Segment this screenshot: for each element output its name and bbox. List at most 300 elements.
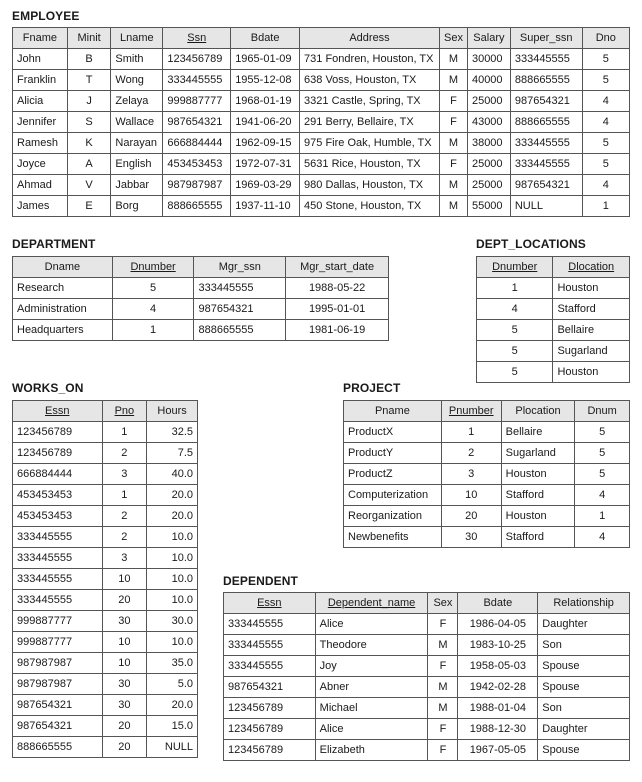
table-cell: 987654321 <box>13 695 103 716</box>
table-row <box>13 485 198 506</box>
table-cell: 453453453 <box>163 154 231 175</box>
table-cell: 453453453 <box>13 485 103 506</box>
table-cell: Sugarland <box>553 341 630 362</box>
project-title: PROJECT <box>343 381 401 395</box>
column-header-label: Dno <box>595 32 616 44</box>
table-cell: E <box>67 196 111 217</box>
table-cell: M <box>428 635 458 656</box>
table-cell: 453453453 <box>13 506 103 527</box>
table-cell: 123456789 <box>13 443 103 464</box>
table-cell: 1986-04-05 <box>458 614 538 635</box>
table-cell: M <box>439 133 467 154</box>
column-header <box>286 257 389 278</box>
table-cell: Alice <box>315 719 428 740</box>
table-cell: 4 <box>582 175 629 196</box>
table-cell: 20 <box>102 590 147 611</box>
table-cell: Daughter <box>538 719 630 740</box>
table-cell: 5 <box>575 464 630 485</box>
table-row <box>224 677 630 698</box>
dependent-title: DEPENDENT <box>223 574 298 588</box>
table-cell: Elizabeth <box>315 740 428 761</box>
column-header <box>315 593 428 614</box>
table-cell: 1995-01-01 <box>286 299 389 320</box>
table-row <box>13 299 389 320</box>
table-row <box>477 299 630 320</box>
column-header <box>13 257 113 278</box>
table-row <box>13 49 630 70</box>
column-header-label: Address <box>349 32 390 44</box>
column-header <box>441 401 501 422</box>
column-header <box>439 28 467 49</box>
table-cell: 3 <box>102 464 147 485</box>
column-header-label: Bdate <box>483 597 513 609</box>
table-cell: 333445555 <box>163 70 231 91</box>
table-cell: Stafford <box>501 527 575 548</box>
table-cell: Joy <box>315 656 428 677</box>
table-cell: 32.5 <box>147 422 198 443</box>
table-row <box>13 422 198 443</box>
table-cell: 1 <box>441 422 501 443</box>
column-header <box>231 28 300 49</box>
column-header <box>224 593 316 614</box>
table-cell: Newbenefits <box>344 527 442 548</box>
table-row <box>13 632 198 653</box>
table-cell: Houston <box>553 362 630 383</box>
table-row <box>224 635 630 656</box>
table-cell: 5 <box>582 133 629 154</box>
table-cell: 1967-05-05 <box>458 740 538 761</box>
table-cell: 7.5 <box>147 443 198 464</box>
table-cell: 25000 <box>467 175 510 196</box>
header-row <box>13 257 389 278</box>
table-cell: F <box>428 740 458 761</box>
table-cell: B <box>67 49 111 70</box>
table-cell: 35.0 <box>147 653 198 674</box>
table-cell: Borg <box>111 196 163 217</box>
column-header <box>501 401 575 422</box>
table-cell: 333445555 <box>510 133 582 154</box>
table-cell: 5 <box>582 70 629 91</box>
table-row <box>344 443 630 464</box>
table-cell: S <box>67 112 111 133</box>
table-row <box>344 422 630 443</box>
column-header-label: Hours <box>157 405 187 417</box>
column-header <box>467 28 510 49</box>
table-row <box>13 154 630 175</box>
table-row <box>13 506 198 527</box>
table-cell: 10.0 <box>147 569 198 590</box>
table-cell: 123456789 <box>13 422 103 443</box>
table-row <box>13 527 198 548</box>
table-cell: 2 <box>441 443 501 464</box>
column-header-label: Sex <box>443 32 463 44</box>
table-cell: 987654321 <box>224 677 316 698</box>
column-header-label: Dlocation <box>568 261 615 273</box>
department-title: DEPARTMENT <box>12 237 96 251</box>
table-cell: 888665555 <box>510 70 582 91</box>
table-cell: 333445555 <box>13 569 103 590</box>
table-cell: Houston <box>501 464 575 485</box>
column-header-label: Super_ssn <box>519 32 573 44</box>
table-row <box>13 653 198 674</box>
table-cell: 20 <box>441 506 501 527</box>
table-cell: V <box>67 175 111 196</box>
column-header-label: Dependent_name <box>327 597 416 609</box>
table-cell: Administration <box>13 299 113 320</box>
table-row <box>13 464 198 485</box>
table-cell: Theodore <box>315 635 428 656</box>
works-on-table <box>12 400 198 758</box>
table-cell: Reorganization <box>344 506 442 527</box>
project-table <box>343 400 630 548</box>
employee-table <box>12 27 630 217</box>
column-header <box>67 28 111 49</box>
table-cell: 20.0 <box>147 506 198 527</box>
table-cell: John <box>13 49 68 70</box>
table-cell: 4 <box>112 299 194 320</box>
table-cell: 333445555 <box>510 154 582 175</box>
column-header-label: Pname <box>374 405 410 417</box>
table-cell: 666884444 <box>13 464 103 485</box>
table-cell: 4 <box>575 527 630 548</box>
column-header <box>102 401 147 422</box>
table-cell: 333445555 <box>13 590 103 611</box>
table-cell: 30 <box>441 527 501 548</box>
department-table <box>12 256 389 341</box>
table-row <box>344 527 630 548</box>
table-cell: 5 <box>477 362 553 383</box>
table-row <box>13 320 389 341</box>
table-cell: Spouse <box>538 677 630 698</box>
table-cell: Computerization <box>344 485 442 506</box>
table-cell: 3321 Castle, Spring, TX <box>300 91 440 112</box>
dept-locations-title: DEPT_LOCATIONS <box>476 237 586 251</box>
table-cell: 2 <box>102 506 147 527</box>
table-cell: 5 <box>477 341 553 362</box>
column-header-label: Dnum <box>587 405 617 417</box>
works-on-title: WORKS_ON <box>12 381 84 395</box>
column-header-label: Dnumber <box>130 261 176 273</box>
table-row <box>13 611 198 632</box>
table-cell: Smith <box>111 49 163 70</box>
table-row <box>13 674 198 695</box>
table-cell: 5 <box>575 443 630 464</box>
table-row <box>13 91 630 112</box>
employee-title: EMPLOYEE <box>12 9 80 23</box>
table-row <box>224 740 630 761</box>
column-header-label: Essn <box>45 405 70 417</box>
table-cell: 10 <box>102 569 147 590</box>
table-row <box>224 719 630 740</box>
table-cell: 888665555 <box>510 112 582 133</box>
table-cell: F <box>428 656 458 677</box>
table-row <box>344 506 630 527</box>
table-cell: 1988-01-04 <box>458 698 538 719</box>
table-row <box>224 656 630 677</box>
table-cell: Abner <box>315 677 428 698</box>
table-cell: 1968-01-19 <box>231 91 300 112</box>
column-header-label: Fname <box>22 32 58 44</box>
table-cell: 333445555 <box>194 278 286 299</box>
table-cell: Spouse <box>538 740 630 761</box>
table-cell: Bellaire <box>501 422 575 443</box>
table-cell: 987987987 <box>163 175 231 196</box>
header-row <box>477 257 630 278</box>
table-cell: F <box>428 719 458 740</box>
table-cell: M <box>439 49 467 70</box>
dept-locations-table <box>476 256 630 383</box>
column-header <box>553 257 630 278</box>
table-cell: Jabbar <box>111 175 163 196</box>
table-cell: 1962-09-15 <box>231 133 300 154</box>
table-cell: 1937-11-10 <box>231 196 300 217</box>
table-cell: Headquarters <box>13 320 113 341</box>
table-cell: NULL <box>510 196 582 217</box>
table-cell: 1 <box>477 278 553 299</box>
column-header-label: Salary <box>473 32 505 44</box>
table-cell: Alice <box>315 614 428 635</box>
table-row <box>13 590 198 611</box>
table-cell: Wong <box>111 70 163 91</box>
table-cell: 1969-03-29 <box>231 175 300 196</box>
column-header <box>111 28 163 49</box>
table-cell: 333445555 <box>224 656 316 677</box>
table-cell: 333445555 <box>13 548 103 569</box>
table-cell: 55000 <box>467 196 510 217</box>
table-cell: 123456789 <box>224 698 316 719</box>
table-cell: NULL <box>147 737 198 758</box>
column-header-label: Essn <box>257 597 282 609</box>
table-cell: Sugarland <box>501 443 575 464</box>
table-cell: 20.0 <box>147 485 198 506</box>
table-cell: M <box>439 175 467 196</box>
table-cell: 25000 <box>467 91 510 112</box>
table-cell: 888665555 <box>13 737 103 758</box>
header-row <box>13 401 198 422</box>
table-cell: 1955-12-08 <box>231 70 300 91</box>
column-header <box>538 593 630 614</box>
table-cell: Narayan <box>111 133 163 154</box>
table-cell: 1965-01-09 <box>231 49 300 70</box>
table-row <box>477 341 630 362</box>
table-cell: 1988-05-22 <box>286 278 389 299</box>
column-header <box>300 28 440 49</box>
column-header-label: Dname <box>44 261 81 273</box>
table-cell: ProductZ <box>344 464 442 485</box>
table-cell: 2 <box>102 443 147 464</box>
table-cell: 638 Voss, Houston, TX <box>300 70 440 91</box>
table-cell: Research <box>13 278 113 299</box>
table-row <box>477 278 630 299</box>
table-row <box>13 133 630 154</box>
column-header-label: Bdate <box>250 32 280 44</box>
table-cell: 980 Dallas, Houston, TX <box>300 175 440 196</box>
table-cell: Wallace <box>111 112 163 133</box>
table-cell: 40.0 <box>147 464 198 485</box>
table-cell: 1 <box>575 506 630 527</box>
column-header-label: Relationship <box>553 597 614 609</box>
table-cell: Stafford <box>553 299 630 320</box>
table-cell: 4 <box>477 299 553 320</box>
header-row <box>13 28 630 49</box>
column-header <box>458 593 538 614</box>
table-cell: 10 <box>441 485 501 506</box>
column-header-label: Mgr_ssn <box>218 261 261 273</box>
table-cell: 4 <box>582 91 629 112</box>
table-row <box>13 196 630 217</box>
column-header-label: Dnumber <box>492 261 538 273</box>
table-row <box>477 362 630 383</box>
column-header <box>13 28 68 49</box>
table-cell: 333445555 <box>224 635 316 656</box>
table-cell: 888665555 <box>163 196 231 217</box>
column-header-label: Lname <box>120 32 154 44</box>
table-cell: M <box>428 698 458 719</box>
table-cell: 1 <box>102 422 147 443</box>
table-cell: Alicia <box>13 91 68 112</box>
table-cell: 10.0 <box>147 590 198 611</box>
table-cell: ProductX <box>344 422 442 443</box>
table-row <box>13 112 630 133</box>
table-cell: J <box>67 91 111 112</box>
table-cell: 975 Fire Oak, Humble, TX <box>300 133 440 154</box>
table-cell: 1972-07-31 <box>231 154 300 175</box>
table-row <box>13 548 198 569</box>
column-header <box>194 257 286 278</box>
table-cell: M <box>439 70 467 91</box>
table-cell: T <box>67 70 111 91</box>
column-header <box>13 401 103 422</box>
header-row <box>224 593 630 614</box>
column-header <box>510 28 582 49</box>
table-cell: Houston <box>553 278 630 299</box>
column-header <box>428 593 458 614</box>
table-cell: 20.0 <box>147 695 198 716</box>
column-header <box>582 28 629 49</box>
column-header <box>344 401 442 422</box>
table-cell: Ramesh <box>13 133 68 154</box>
table-cell: 1 <box>112 320 194 341</box>
table-cell: 40000 <box>467 70 510 91</box>
table-cell: 38000 <box>467 133 510 154</box>
column-header <box>575 401 630 422</box>
table-cell: F <box>439 91 467 112</box>
table-row <box>13 695 198 716</box>
table-cell: 987654321 <box>163 112 231 133</box>
table-cell: A <box>67 154 111 175</box>
table-cell: F <box>428 614 458 635</box>
table-cell: 10 <box>102 632 147 653</box>
table-cell: 291 Berry, Bellaire, TX <box>300 112 440 133</box>
table-cell: 333445555 <box>510 49 582 70</box>
table-cell: 4 <box>575 485 630 506</box>
table-cell: 123456789 <box>224 740 316 761</box>
table-cell: 333445555 <box>224 614 316 635</box>
table-cell: 1941-06-20 <box>231 112 300 133</box>
header-row <box>344 401 630 422</box>
column-header-label: Mgr_start_date <box>300 261 375 273</box>
table-cell: 30 <box>102 611 147 632</box>
table-cell: Jennifer <box>13 112 68 133</box>
table-cell: 30.0 <box>147 611 198 632</box>
table-cell: M <box>439 196 467 217</box>
table-cell: 987654321 <box>13 716 103 737</box>
table-cell: 333445555 <box>13 527 103 548</box>
table-cell: 30000 <box>467 49 510 70</box>
table-cell: Daughter <box>538 614 630 635</box>
table-cell: 1958-05-03 <box>458 656 538 677</box>
table-cell: 888665555 <box>194 320 286 341</box>
table-cell: 5 <box>112 278 194 299</box>
table-cell: Joyce <box>13 154 68 175</box>
table-cell: 5 <box>575 422 630 443</box>
table-cell: 20 <box>102 716 147 737</box>
table-row <box>13 278 389 299</box>
table-cell: 987654321 <box>194 299 286 320</box>
table-cell: 10.0 <box>147 527 198 548</box>
column-header <box>147 401 198 422</box>
table-row <box>13 443 198 464</box>
table-cell: 3 <box>102 548 147 569</box>
table-cell: 1942-02-28 <box>458 677 538 698</box>
table-cell: 5.0 <box>147 674 198 695</box>
table-cell: 999887777 <box>163 91 231 112</box>
table-cell: 5 <box>582 154 629 175</box>
table-cell: F <box>439 154 467 175</box>
table-cell: 1 <box>582 196 629 217</box>
table-cell: 5 <box>477 320 553 341</box>
table-cell: 4 <box>582 112 629 133</box>
table-row <box>224 614 630 635</box>
table-cell: Ahmad <box>13 175 68 196</box>
table-cell: 5631 Rice, Houston, TX <box>300 154 440 175</box>
table-cell: K <box>67 133 111 154</box>
table-cell: 999887777 <box>13 632 103 653</box>
dependent-table <box>223 592 630 761</box>
column-header-label: Plocation <box>515 405 561 417</box>
column-header-label: Ssn <box>187 32 207 44</box>
table-cell: 43000 <box>467 112 510 133</box>
table-cell: 3 <box>441 464 501 485</box>
table-cell: 1981-06-19 <box>286 320 389 341</box>
table-cell: 30 <box>102 674 147 695</box>
column-header <box>163 28 231 49</box>
table-cell: 666884444 <box>163 133 231 154</box>
table-cell: ProductY <box>344 443 442 464</box>
table-cell: 10 <box>102 653 147 674</box>
table-cell: 123456789 <box>224 719 316 740</box>
table-cell: 731 Fondren, Houston, TX <box>300 49 440 70</box>
table-cell: F <box>439 112 467 133</box>
table-cell: 5 <box>582 49 629 70</box>
table-cell: 1983-10-25 <box>458 635 538 656</box>
column-header-label: Pnumber <box>448 405 494 417</box>
table-cell: Son <box>538 698 630 719</box>
table-cell: Houston <box>501 506 575 527</box>
table-cell: 1988-12-30 <box>458 719 538 740</box>
table-cell: 987987987 <box>13 674 103 695</box>
table-cell: 987987987 <box>13 653 103 674</box>
table-row <box>13 70 630 91</box>
table-row <box>224 698 630 719</box>
column-header-label: Pno <box>114 405 135 417</box>
table-cell: Bellaire <box>553 320 630 341</box>
column-header <box>112 257 194 278</box>
table-cell: 999887777 <box>13 611 103 632</box>
table-cell: 10.0 <box>147 632 198 653</box>
table-cell: James <box>13 196 68 217</box>
table-cell: 1 <box>102 485 147 506</box>
